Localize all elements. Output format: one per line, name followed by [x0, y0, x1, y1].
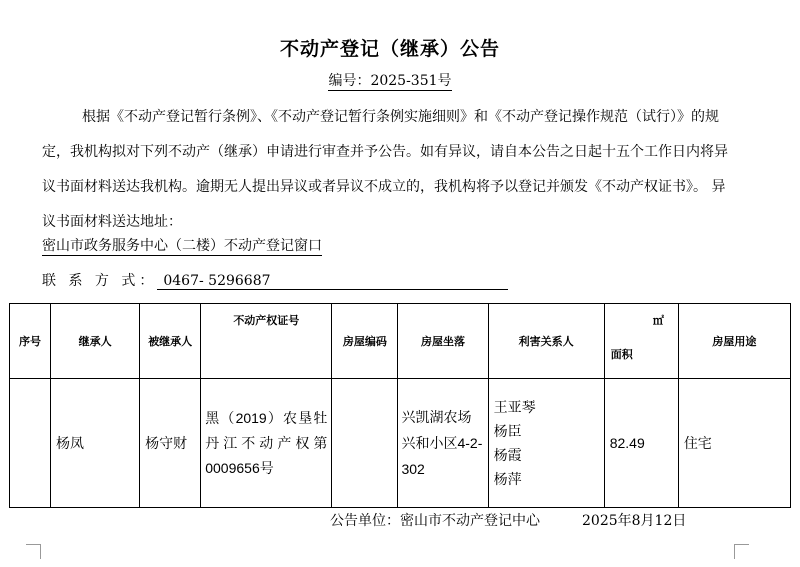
header-parties: 利害关系人: [488, 304, 604, 379]
area-unit: ㎡: [652, 314, 664, 327]
header-heir: 继承人: [51, 304, 140, 379]
crop-mark-bottom-right: [734, 544, 749, 559]
header-cert-no: [201, 304, 332, 379]
header-area: [604, 304, 678, 379]
table-row: [10, 379, 791, 508]
header-house-code: 房屋编码: [332, 304, 398, 379]
header-usage: 房屋用途: [678, 304, 790, 379]
cell-location: 兴凯湖农场兴和小区4-2-302: [398, 379, 488, 508]
crop-mark-bottom-left: [26, 544, 41, 559]
delivery-address: [42, 235, 322, 255]
page-title: 不动产登记（继承）公告: [279, 38, 500, 60]
contact-label: 联 系 方 式：: [42, 273, 158, 289]
cell-house-code: [332, 379, 398, 508]
party-name: 杨臣: [493, 423, 522, 439]
cell-decedent: 杨守财: [140, 379, 201, 508]
cell-cert-no: 黑（2019）农垦牡丹江不动产权第0009656号: [201, 379, 332, 508]
party-name: 杨萍: [493, 471, 522, 487]
footer: [330, 510, 686, 530]
cell-parties: [488, 379, 604, 508]
notice-paragraph: [42, 100, 732, 240]
issue-date: 2025年8月12日: [582, 513, 687, 529]
party-name: 杨霞: [493, 447, 522, 463]
document-number: [0, 70, 780, 90]
table-header-row: [10, 304, 791, 379]
cell-seq: [10, 379, 51, 508]
contact-phone: 0467- 5296687: [157, 273, 508, 290]
issuer: 公告单位：密山市不动产登记中心: [330, 513, 540, 529]
header-seq: 序号: [10, 304, 51, 379]
header-cert-no-text: 不动产权证号: [233, 314, 300, 327]
area-label: 面积: [610, 348, 633, 361]
contact-line: [42, 270, 508, 290]
header-decedent: 被继承人: [140, 304, 201, 379]
header-location: 房屋坐落: [398, 304, 488, 379]
cell-usage: 住宅: [678, 379, 790, 508]
document-number-text: 编号：2025-351号: [328, 73, 452, 89]
inheritance-table: [9, 303, 791, 508]
address-text: 密山市政务服务中心（二楼）不动产登记窗口: [42, 238, 322, 254]
notice-text: 根据《不动产登记暂行条例》、《不动产登记暂行条例实施细则》和《不动产登记操作规范（试行）》的规定，我机构拟对下列不动产（继承）申请进行审查并予公告。如有异议，请自本公告之日起十五个工作日内将异议书面材料送达我机构。逾期无人提出异议或者异议不成立的，我机构将予以登记并颁发《不动产权证书》。 异议书面材料送达地址：: [42, 109, 728, 230]
cell-area: 82.49: [604, 379, 678, 508]
cell-heir: 杨凤: [51, 379, 140, 508]
party-name: 王亚琴: [493, 399, 536, 415]
